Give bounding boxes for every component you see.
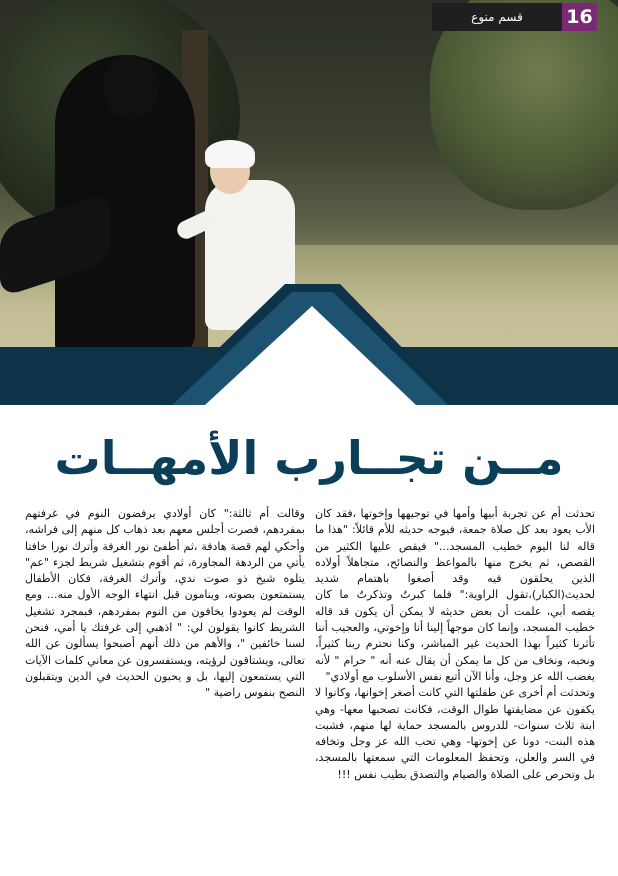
paragraph-1: تحدثت أم عن تجربة أبيها وأمها في توجيهها وإخوتها ،فقد كان الأب يعود بعد كل صلاة جمعة، فيوجه حديثه للأم قائلاً: "هذا ما قاله لنا اليوم خطيب المسجد..." فيقص عليها الكثير من القصص، ثم يخرج منها بالمواعظ والنصائح، متجاهلاً أولاده الذين يحلقون فيه وقد أصغوا باهتمام شديد لحديث(الكبار)،تقول الراوية:" فلما كبرتُ وتذكرتُ ما كان يقصه أبي، علمت أن بعض حديثه لا يمكن أن يكون قد قاله خطيب المسجد، وإنما كان موجهاً إلينا أنا وإخوتي، والعجيب أننا تأثرنا كثيراً بهذا الحديث غير المباشر، وكنا نحترم ربنا كثيراً، ونحبه، ونخاف من كل ما يمكن أن يقال عنه أنه " حرام " لأنه يغضب الله عز وجل، وأنا الآن أتبع نفس الأسلوب مع أولادي" [315, 507, 595, 683]
veiled-woman-head [103, 55, 159, 119]
page-number: 16 [562, 3, 597, 31]
article-column-right [315, 506, 595, 783]
article-title: مــن تجــارب الأمهــات [54, 431, 564, 485]
paragraph-3: وقالت أم ثالثة:" كان أولادي يرفضون النوم في غرفتهم بمفردهم، فصرت أجلس معهم بعد ذهاب كل منهم إلى فراشه، وأحكي لهم قصة هادفة ،ثم أطفئ نور الغرفة وأترك نورا خافتا يأتي من الردهة المجاورة، ثم أقوم بتشغيل شريط لجزء "عم" يتلوه شيخ ذو صوت ندي، وأترك الغرفة، فكان الأطفال يستمتعون بصوته، وينامون قبل انتهاء الوجه الأول منه... ومع الوقت لم يعودوا يخافون من النوم بمفردهم، فبمجرد تشغيل الشريط كانوا يقولون لي: " اذهبي إلى غرفتك يا أمي، فنحن لسنا خائفين "، والأهم من ذلك أنهم أصبحوا يسألون عن الله تعالى، ويشتاقون لرؤيته، ويستفسرون عن معاني كلمات الآيات التي يستمعون إليها، بل و يحبون الحديث في الدين ويتقبلون النصح بنفوس راضية " [25, 507, 305, 700]
article-column-left [25, 506, 305, 702]
decorative-roof-banner [0, 284, 618, 409]
paragraph-2: وتحدثت أم أخرى عن طفلتها التي كانت أصغر إخوانها، وكانوا لا يكفون عن مضايقتها طوال الوقت، فكانت تصحبها معها- وهي ابنة ثلاث سنوات- للدروس بالمسجد حماية لها منهم، فشبت هذه البنت- دونا عن إخوتها- وهي تحب الله عز وجل وتخافه في السر والعلن، وتحفظ المعلومات التي سمعتها بالمسجد، بل وتحرص على الصلاة والصيام والتصدق بطيب نفس !!! [315, 686, 595, 781]
section-label: قسم منوع [432, 3, 562, 31]
tree-foliage-right [430, 0, 618, 210]
child-cap [205, 140, 255, 168]
